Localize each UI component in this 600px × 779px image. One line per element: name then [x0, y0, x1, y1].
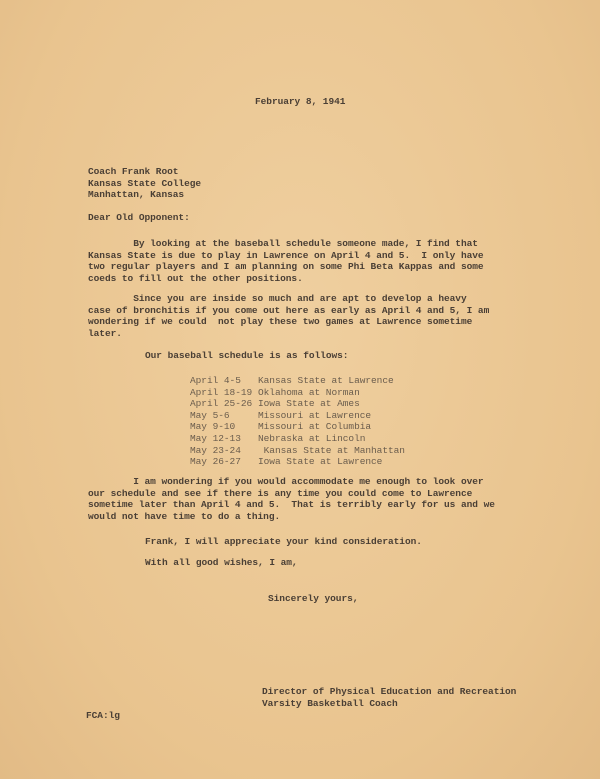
salutation: Dear Old Opponent: [88, 212, 190, 223]
schedule-date: May 5-6 [190, 409, 230, 421]
schedule-date: May 9-10 [190, 421, 236, 433]
text-line: Varsity Basketball Coach [262, 697, 398, 709]
schedule-game: Iowa State at Lawrence [258, 456, 383, 468]
text-line: case of bronchitis if you come out here as early as April 4 and 5, I am [88, 304, 490, 316]
schedule-row [190, 433, 405, 445]
closing: Sincerely yours, [268, 593, 359, 604]
schedule-date: May 12-13 [190, 432, 241, 444]
paragraph-4: Frank, I will appreciate your kind consideration. [145, 536, 422, 547]
typist-initials: FCA:lg [86, 710, 120, 721]
recipient-address [88, 166, 201, 201]
schedule-date: April 25-26 [190, 398, 253, 410]
schedule-game: Missouri at Columbia [258, 421, 372, 433]
schedule-game: Kansas State at Lawrence [258, 375, 394, 386]
recipient-line: Coach Frank Root [88, 166, 179, 177]
schedule-list [190, 375, 405, 468]
schedule-row [190, 410, 405, 422]
text-line: Kansas State is due to play in Lawrence on April 4 and 5. I only have [88, 249, 484, 261]
letter-date: February 8, 1941 [255, 96, 346, 107]
recipient-line: Kansas State College [88, 177, 202, 189]
schedule-game: Missouri at Lawrence [258, 409, 372, 421]
text-line: sometime later than April 4 and 5. That is terribly early for us and we [88, 499, 495, 511]
schedule-date: April 4-5 [190, 375, 241, 386]
text-line: later. [88, 327, 122, 339]
paragraph-2 [88, 293, 489, 339]
schedule-row [190, 456, 405, 468]
schedule-row [190, 421, 405, 433]
schedule-game: Iowa State at Ames [258, 398, 360, 410]
paragraph-1 [88, 238, 484, 284]
text-line: I am wondering if you would accommodate me enough to look over [88, 476, 484, 487]
text-line: Since you are inside so much and are apt to develop a heavy [88, 293, 467, 304]
text-line: coeds to fill out the other positions. [88, 272, 303, 284]
paragraph-3 [88, 476, 495, 522]
schedule-intro: Our baseball schedule is as follows: [145, 350, 349, 361]
schedule-date: May 23-24 [190, 444, 241, 456]
schedule-row [190, 445, 405, 457]
text-line: wondering if we could not play these two games at Lawrence sometime [88, 316, 473, 328]
signature-title [262, 686, 516, 709]
schedule-row [190, 398, 405, 410]
recipient-line: Manhattan, Kansas [88, 189, 185, 201]
schedule-row [190, 387, 405, 399]
schedule-game: Oklahoma at Norman [258, 386, 360, 398]
text-line: would not have time to do a thing. [88, 510, 281, 522]
schedule-game: Nebraska at Lincoln [258, 432, 366, 444]
schedule-date: April 18-19 [190, 386, 253, 398]
text-line: By looking at the baseball schedule someone made, I find that [88, 238, 478, 249]
text-line: Director of Physical Education and Recreation [262, 686, 517, 697]
text-line: our schedule and see if there is any time you could come to Lawrence [88, 487, 473, 499]
text-line: two regular players and I am planning on some Phi Beta Kappas and some [88, 261, 484, 273]
schedule-game: Kansas State at Manhattan [258, 444, 405, 456]
schedule-date: May 26-27 [190, 456, 241, 468]
paragraph-5: With all good wishes, I am, [145, 557, 298, 568]
schedule-row [190, 375, 405, 387]
